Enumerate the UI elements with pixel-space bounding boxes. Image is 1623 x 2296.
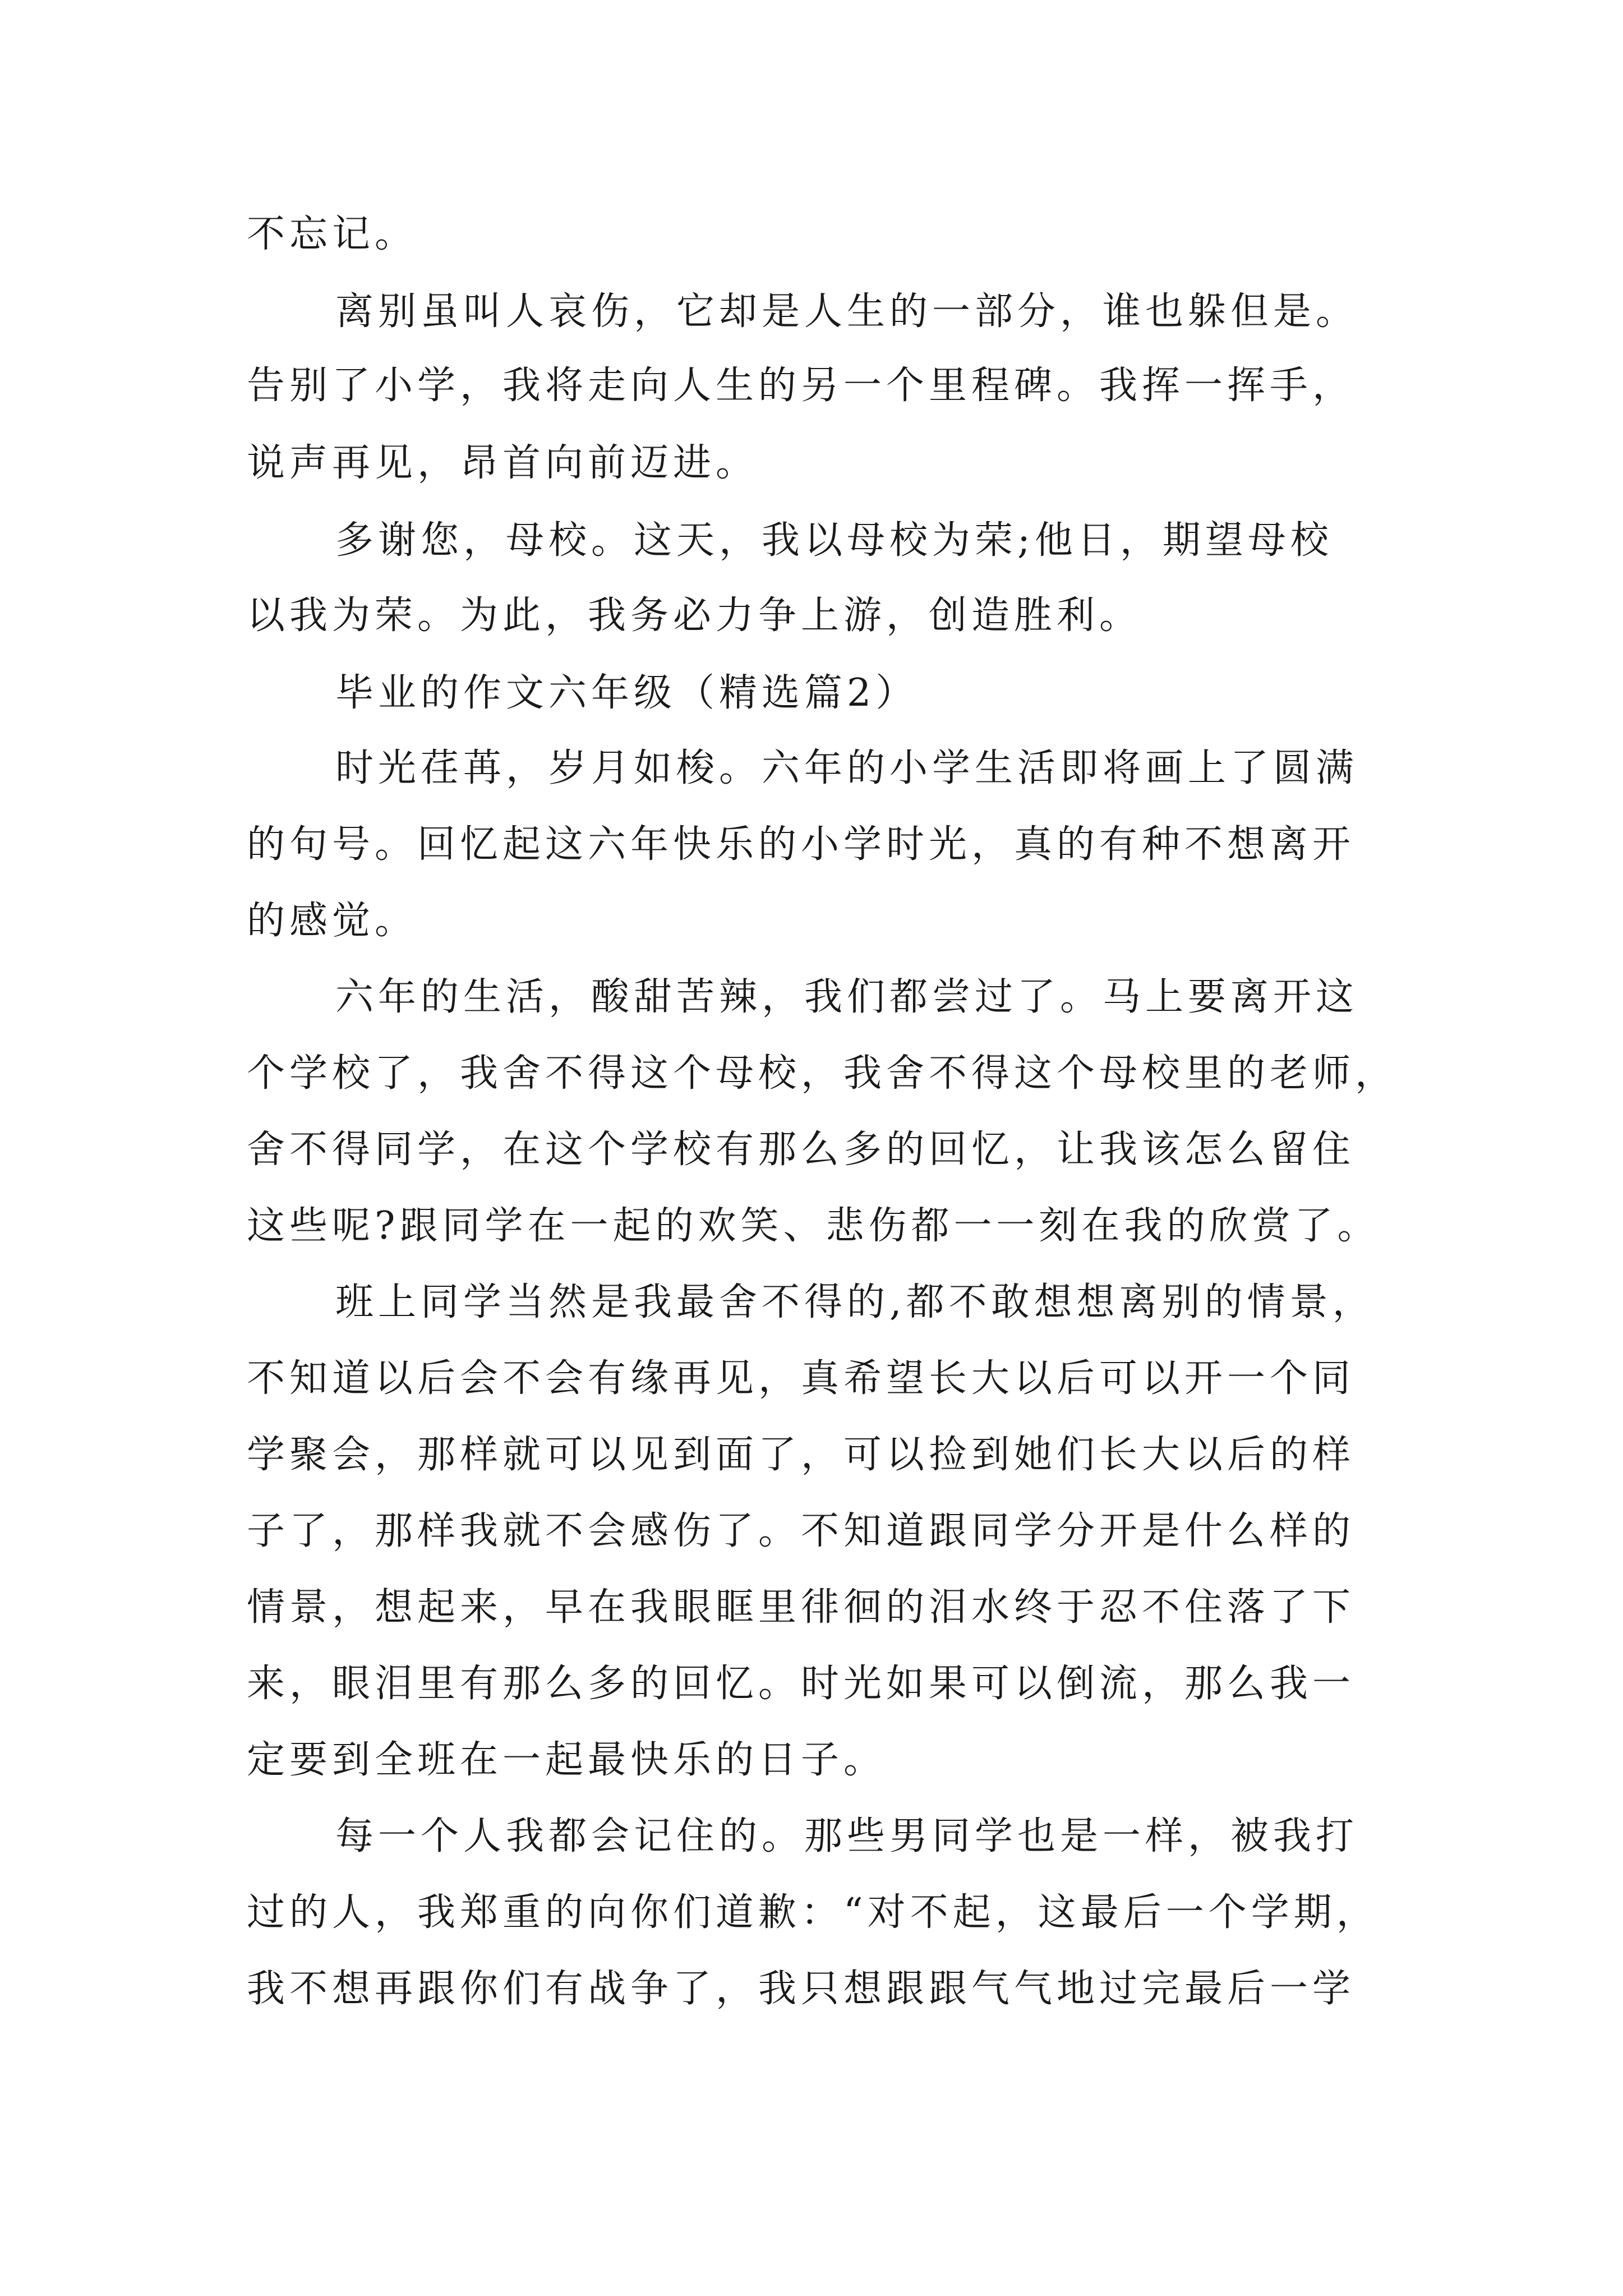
text-line: 每一个人我都会记住的。那些男同学也是一样，被我打 [335,1814,1359,1858]
text-line: 告别了小学，我将走向人生的另一个里程碑。我挥一挥手， [247,364,1355,408]
text-line: 的感觉。 [247,899,418,943]
text-line: 不忘记。 [247,212,418,256]
text-line: 子了，那样我就不会感伤了。不知道跟同学分开是什么样的 [247,1509,1355,1553]
text-line: 说声再见，昂首向前迈进。 [247,441,759,485]
text-line: 不知道以后会不会有缘再见，真希望长大以后可以开一个同 [247,1356,1355,1401]
text-line: 以我为荣。为此，我务必力争上游，创造胜利。 [247,593,1142,638]
text-line: 时光荏苒，岁月如梭。六年的小学生活即将画上了圆满 [335,746,1359,790]
text-line: 舍不得同学，在这个学校有那么多的回忆，让我该怎么留住 [247,1128,1355,1172]
text-line: 的句号。回忆起这六年快乐的小学时光，真的有种不想离开 [247,822,1355,867]
text-line: 班上同学当然是我最舍不得的,都不敢想想离别的情景， [335,1280,1375,1324]
section-heading: 毕业的作文六年级（精选篇2） [335,671,919,715]
text-line: 离别虽叫人哀伤，它却是人生的一部分，谁也躲但是。 [335,289,1359,334]
text-line: 学聚会，那样就可以见到面了，可以捡到她们长大以后的样 [247,1433,1355,1477]
text-line: 我不想再跟你们有战争了，我只想跟跟气气地过完最后一学 [247,1967,1355,2011]
text-line: 来，眼泪里有那么多的回忆。时光如果可以倒流，那么我一 [247,1662,1355,1706]
text-line: 情景，想起来，早在我眼眶里徘徊的泪水终于忍不住落了下 [247,1585,1355,1630]
text-line: 个学校了，我舍不得这个母校，我舍不得这个母校里的老师， [247,1051,1398,1096]
text-line: 过的人，我郑重的向你们道歉：“对不起，这最后一个学期， [247,1890,1379,1935]
text-line: 这些呢?跟同学在一起的欢笑、悲伤都一一刻在我的欣赏了。 [247,1204,1380,1248]
text-line: 定要到全班在一起最快乐的日子。 [247,1738,887,1782]
text-line: 多谢您，母校。这天，我以母校为荣;他日，期望母校 [335,518,1333,563]
text-line: 六年的生活，酸甜苦辣，我们都尝过了。马上要离开这 [335,975,1359,1019]
